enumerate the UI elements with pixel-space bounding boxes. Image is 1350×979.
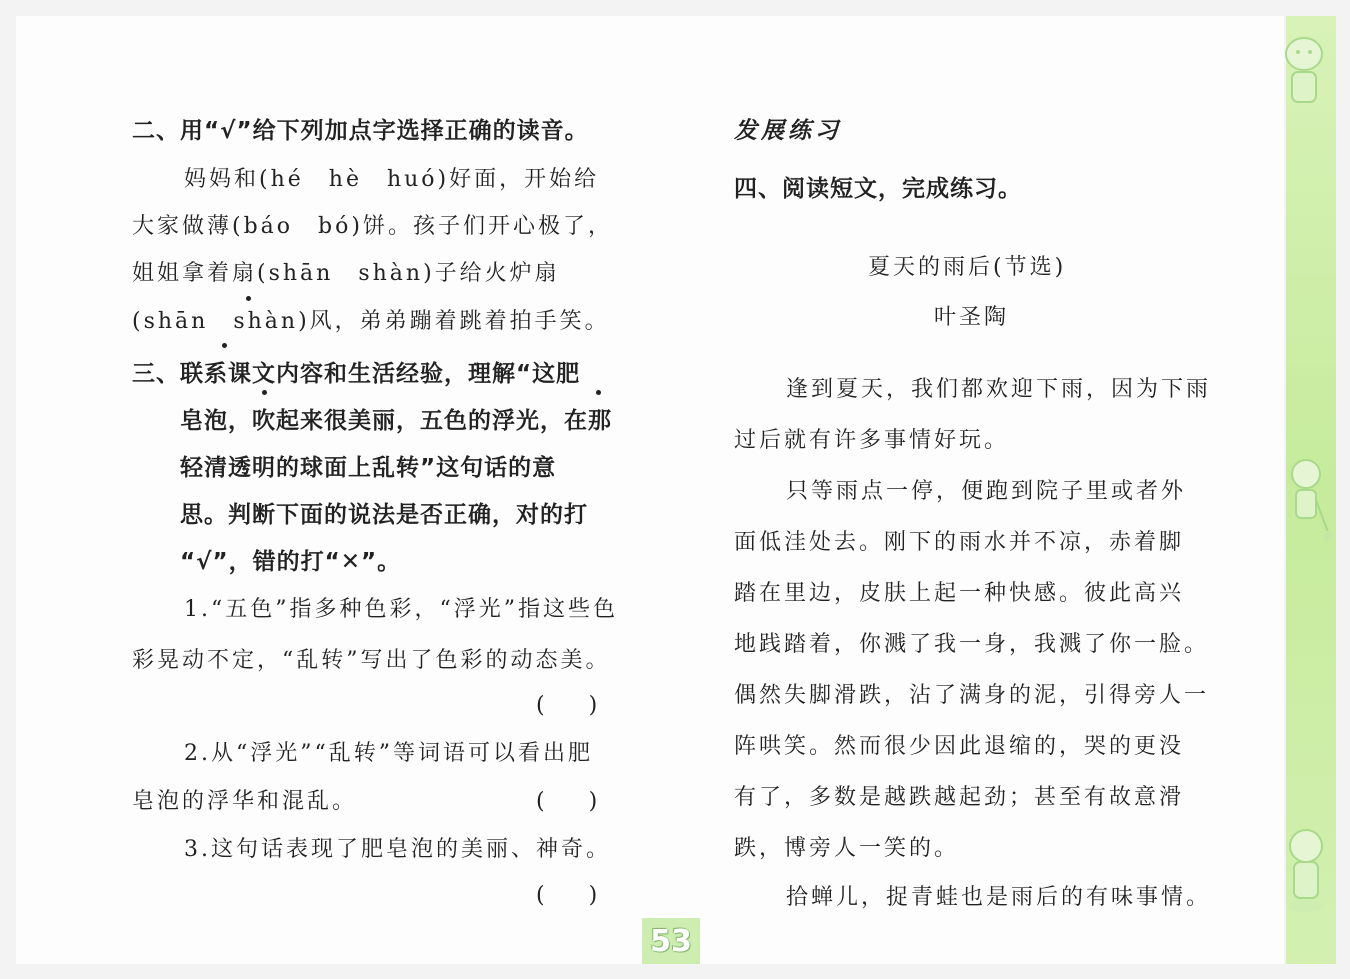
- statement-1-line: 彩晃动不定，“乱转”写出了色彩的动态美。: [132, 648, 611, 673]
- article-line: 面低洼处去。刚下的雨水并不凉，赤着脚: [734, 530, 1185, 555]
- question-2-line: 大家做薄(báo bó)饼。孩子们开心极了，: [132, 214, 613, 239]
- article-line: 地践踏着，你溅了我一身，我溅了你一脸。: [734, 632, 1210, 657]
- answer-box-3[interactable]: ( ): [536, 883, 598, 908]
- section-title: 发展练习: [734, 118, 842, 144]
- article-line: 拾蝉儿，捉青蛙也是雨后的有味事情。: [786, 885, 1212, 910]
- question-3-heading: 三、联系课文内容和生活经验，理解“这肥: [132, 361, 581, 387]
- pig-cartoon-icon: [1266, 26, 1336, 116]
- decorative-sidebar: [1286, 16, 1336, 964]
- question-3-heading-line: 思。判断下面的说法是否正确，对的打: [180, 502, 588, 528]
- question-3-heading-line: 皂泡，吹起来很美丽，五色的浮光，在那: [180, 408, 612, 434]
- question-2-line: (shān shàn)风，弟弟蹦着跳着拍手笑。: [132, 309, 610, 334]
- page-number: 53: [642, 918, 700, 964]
- question-3-heading-line: 轻清透明的球面上乱转”这句话的意: [180, 455, 557, 481]
- article-line: 逢到夏天，我们都欢迎下雨，因为下雨: [786, 377, 1212, 402]
- article-line: 过后就有许多事情好玩。: [734, 428, 1010, 453]
- duck-cartoon-icon: [1272, 816, 1338, 926]
- article-line: 有了，多数是越跌越起劲；甚至有故意滑: [734, 785, 1185, 810]
- question-3-heading-line: “√”，错的打“✕”。: [180, 549, 402, 575]
- emphasis-dot: [262, 390, 267, 395]
- answer-box-1[interactable]: ( ): [536, 693, 598, 718]
- article-line: 只等雨点一停，便跑到院子里或者外: [786, 479, 1187, 504]
- emphasis-dot: [596, 390, 601, 395]
- article-line: 偶然失脚滑跌，沾了满身的泥，引得旁人一: [734, 683, 1210, 708]
- article-line: 阵哄笑。然而很少因此退缩的，哭的更没: [734, 734, 1185, 759]
- mouse-yoyo-cartoon-icon: [1276, 456, 1336, 546]
- statement-3-line: 3.这句话表现了肥皂泡的美丽、神奇。: [184, 837, 611, 862]
- emphasis-dot: [222, 343, 227, 348]
- statement-2-line: 皂泡的浮华和混乱。: [132, 789, 358, 814]
- article-title: 夏天的雨后(节选): [868, 255, 1067, 280]
- answer-box-2[interactable]: ( ): [536, 789, 598, 814]
- question-2-line: 妈妈和(hé hè huó)好面，开始给: [184, 167, 600, 192]
- statement-2-line: 2.从“浮光”“乱转”等词语可以看出肥: [184, 741, 593, 766]
- question-2-heading: 二、用“√”给下列加点字选择正确的读音。: [132, 118, 589, 144]
- statement-1-line: 1.“五色”指多种色彩，“浮光”指这些色: [184, 597, 618, 622]
- article-line: 踏在里边，皮肤上起一种快感。彼此高兴: [734, 581, 1185, 606]
- article-author: 叶圣陶: [934, 305, 1010, 330]
- question-4-heading: 四、阅读短文，完成练习。: [734, 176, 1022, 202]
- article-line: 跌，博旁人一笑的。: [734, 836, 960, 861]
- emphasis-dot: [246, 296, 251, 301]
- question-2-line: 姐姐拿着扇(shān shàn)子给火炉扇: [132, 261, 560, 286]
